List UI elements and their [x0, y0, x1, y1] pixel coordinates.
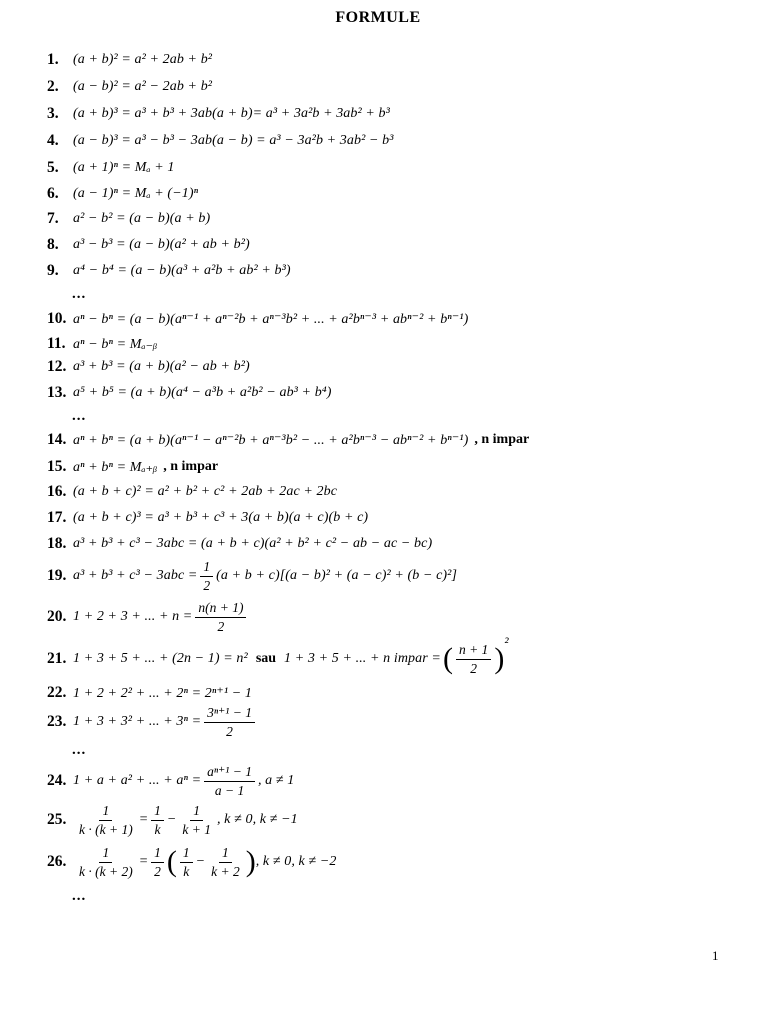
formula-number: 24. [47, 772, 67, 789]
fraction-numerator: aⁿ⁺¹ − 1 [204, 764, 255, 782]
left-paren: ( [442, 642, 453, 675]
fraction [76, 845, 136, 880]
formula-text: a³ + b³ = (a + b)(a² − ab + b²) [73, 359, 250, 374]
equals-sign: = [138, 812, 149, 827]
formula-20 [47, 598, 249, 636]
formula-3 [47, 102, 390, 126]
ellipsis: ... [72, 286, 87, 302]
formula-number: 3. [47, 105, 59, 122]
fraction [208, 845, 243, 880]
formula-7 [47, 207, 210, 231]
ellipsis: ... [72, 742, 87, 758]
formula-number: 5. [47, 159, 59, 176]
formula-text: 1 + 3 + 5 + ... + n impar = [284, 651, 441, 666]
formula-5 [47, 156, 175, 180]
fraction [179, 803, 214, 838]
formula-number: 6. [47, 185, 59, 202]
formula-6 [47, 182, 198, 206]
formula-text: 1 + 3 + 5 + ... + (2n − 1) = n² [73, 651, 248, 666]
fraction-denominator: k + 1 [182, 821, 211, 837]
formula-number: 12. [47, 358, 67, 375]
formula-16 [47, 480, 337, 504]
formula-13 [47, 381, 332, 405]
formula-number: 19. [47, 567, 67, 584]
formula-text: 1 + 2 + 3 + ... + n = [73, 609, 193, 624]
formula-15 [47, 455, 218, 479]
formula-text: aⁿ + bⁿ = (a + b)(aⁿ⁻¹ − aⁿ⁻²b + aⁿ⁻³b² − ... + a²bⁿ⁻³ − abⁿ⁻² + bⁿ⁻¹) [73, 432, 469, 448]
fraction-numerator: 1 [151, 803, 164, 821]
formula-14 [47, 428, 529, 452]
formula-text: (a + b + c)³ = a³ + b³ + c³ + 3(a + b)(a + c)(b + c) [73, 510, 369, 525]
formula-number: 14. [47, 431, 67, 448]
fraction-numerator: 1 [151, 845, 164, 863]
formula-22 [47, 681, 252, 705]
formula-number: 26. [47, 853, 67, 870]
formula-number: 20. [47, 608, 67, 625]
formula-text: a³ + b³ + c³ − 3abc = [73, 568, 198, 583]
fraction [151, 845, 164, 880]
formula-1 [47, 48, 212, 72]
minus-sign: − [166, 812, 177, 827]
formula-number: 23. [47, 713, 67, 730]
formula-number: 11. [47, 335, 66, 352]
fraction-denominator: k · (k + 1) [79, 821, 133, 837]
formula-text: (a − b)² = a² − 2ab + b² [73, 79, 213, 94]
formula-number: 1. [47, 51, 59, 68]
formula-2 [47, 75, 212, 99]
formula-number: 9. [47, 262, 59, 279]
formula-number: 4. [47, 132, 59, 149]
formula-number: 7. [47, 210, 59, 227]
right-paren: ) [245, 845, 256, 878]
fraction-numerator: 1 [180, 845, 193, 863]
fraction-denominator: 2 [470, 660, 477, 676]
formula-24 [47, 762, 294, 800]
formula-text: (a − b)³ = a³ − b³ − 3ab(a − b) = a³ − 3a²b + 3ab² − b³ [73, 133, 394, 148]
formula-text: aⁿ − bⁿ = (a − b)(aⁿ⁻¹ + aⁿ⁻²b + aⁿ⁻³b² + ... + a²bⁿ⁻³ + abⁿ⁻² + bⁿ⁻¹) [73, 311, 469, 327]
fraction-numerator: n(n + 1) [195, 600, 246, 618]
fraction-denominator: 2 [203, 577, 211, 593]
fraction-denominator: k · (k + 2) [79, 863, 133, 879]
left-paren: ( [166, 845, 177, 878]
formula-17 [47, 506, 368, 530]
equals-sign: = [138, 854, 149, 869]
fraction [200, 559, 213, 594]
formula-number: 25. [47, 811, 67, 828]
formula-text: a² − b² = (a − b)(a + b) [73, 211, 211, 226]
formula-text: a³ − b³ = (a − b)(a² + ab + b²) [73, 237, 250, 252]
fraction [456, 642, 491, 677]
formula-text: (a + 1)ⁿ = Mₐ + 1 [73, 160, 175, 175]
fraction [180, 845, 193, 880]
formula-10 [47, 307, 468, 331]
formula-note: , n impar [474, 432, 530, 447]
fraction-denominator: k + 2 [211, 863, 240, 879]
formula-19 [47, 558, 457, 594]
formula-number: 17. [47, 509, 67, 526]
formula-4 [47, 129, 394, 153]
fraction-denominator: a − 1 [214, 782, 245, 798]
fraction [76, 803, 136, 838]
formula-condition: , a ≠ 1 [257, 773, 295, 788]
fraction [204, 764, 255, 799]
formula-note: , n impar [163, 459, 219, 474]
fraction-numerator: 3ⁿ⁺¹ − 1 [204, 705, 255, 723]
formula-text: aⁿ + bⁿ = Mₐ₊ᵦ [73, 459, 158, 475]
ellipsis: ... [72, 408, 87, 424]
formula-number: 16. [47, 483, 67, 500]
formula-text: 1 + a + a² + ... + aⁿ = [73, 773, 202, 788]
fraction-numerator: n + 1 [456, 642, 491, 660]
fraction-denominator: k [183, 863, 190, 879]
formula-text: a⁴ − b⁴ = (a − b)(a³ + a²b + ab² + b³) [73, 263, 291, 278]
formula-number: 22. [47, 684, 67, 701]
page-title: FORMULE [335, 9, 421, 26]
formula-21 [47, 636, 509, 678]
exponent: ² [504, 636, 509, 651]
formula-25 [47, 801, 298, 839]
formula-number: 8. [47, 236, 59, 253]
fraction-denominator: 2 [154, 863, 161, 879]
fraction [195, 600, 246, 635]
formula-23 [47, 703, 258, 741]
formula-text: a⁵ + b⁵ = (a + b)(a⁴ − a³b + a²b² − ab³ + b⁴) [73, 385, 332, 400]
formula-text: a³ + b³ + c³ − 3abc = (a + b + c)(a² + b² + c² − ab − ac − bc) [73, 536, 433, 551]
formula-text: (a + b + c)² = a² + b² + c² + 2ab + 2ac + 2bc [73, 484, 338, 499]
fraction-numerator: 1 [99, 845, 112, 863]
formula-9 [47, 259, 291, 283]
formula-11 [47, 332, 157, 356]
fraction-denominator: k [154, 821, 161, 837]
formula-text: 1 + 3 + 3² + ... + 3ⁿ = [73, 714, 202, 729]
minus-sign: − [195, 854, 206, 869]
page-number: 1 [712, 948, 719, 963]
formula-text: 1 + 2 + 2² + ... + 2ⁿ = 2ⁿ⁺¹ − 1 [73, 685, 252, 701]
formula-number: 2. [47, 78, 59, 95]
formula-number: 13. [47, 384, 67, 401]
formula-condition: , k ≠ 0, k ≠ −1 [216, 812, 298, 827]
formula-18 [47, 532, 432, 556]
formula-number: 15. [47, 458, 67, 475]
formula-connector: sau [255, 651, 277, 666]
formula-number: 18. [47, 535, 67, 552]
ellipsis: ... [72, 888, 87, 904]
formula-text: (a + b)² = a² + 2ab + b² [73, 52, 213, 67]
fraction-denominator: 2 [217, 618, 225, 634]
formula-number: 10. [47, 310, 67, 327]
formula-text: aⁿ − bⁿ = Mₐ₋ᵦ [73, 336, 158, 352]
fraction-numerator: 1 [200, 559, 213, 577]
formula-condition: , k ≠ 0, k ≠ −2 [255, 854, 337, 869]
formula-text: (a + b)³ = a³ + b³ + 3ab(a + b)= a³ + 3a²b + 3ab² + b³ [73, 106, 390, 121]
formula-12 [47, 355, 250, 379]
formula-number: 21. [47, 650, 67, 667]
right-paren: ) [494, 642, 505, 675]
fraction-numerator: 1 [219, 845, 232, 863]
fraction [204, 705, 255, 740]
formula-26 [47, 843, 336, 881]
formula-text: (a − 1)ⁿ = Mₐ + (−1)ⁿ [73, 186, 199, 201]
fraction-numerator: 1 [190, 803, 203, 821]
formula-text: (a + b + c)[(a − b)² + (a − c)² + (b − c)²] [216, 568, 458, 583]
formula-8 [47, 233, 250, 257]
fraction-denominator: 2 [226, 723, 233, 739]
fraction-numerator: 1 [99, 803, 112, 821]
fraction [151, 803, 164, 838]
